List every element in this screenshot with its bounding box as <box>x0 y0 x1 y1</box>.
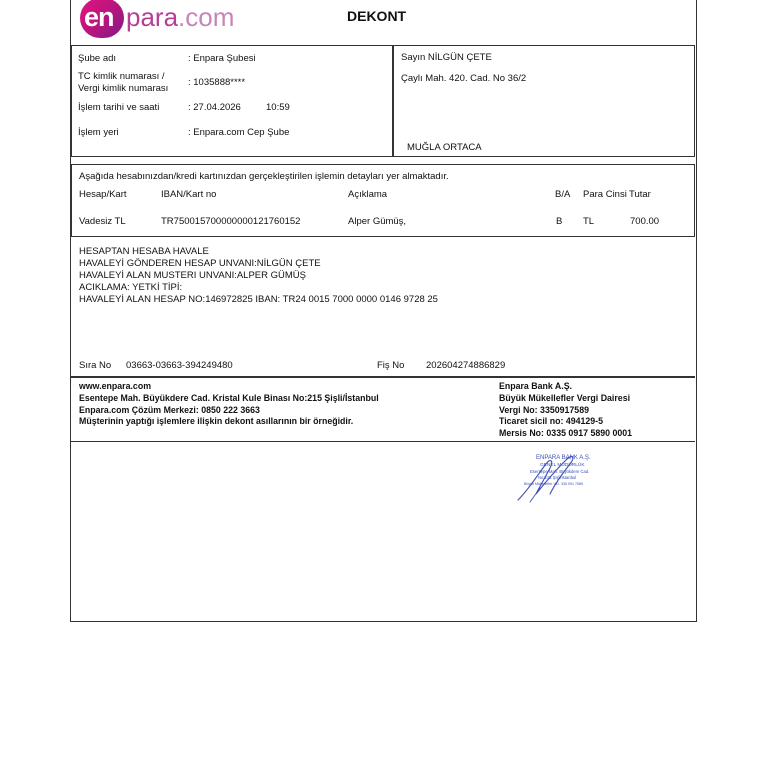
stamp-signature <box>510 444 620 506</box>
tc-value: : 1035888**** <box>188 77 246 88</box>
place-value: : Enpara.com Cep Şube <box>188 127 290 138</box>
recipient-address: Çaylı Mah. 420. Cad. No 36/2 <box>401 73 527 84</box>
recipient-city: MUĞLA ORTACA <box>407 142 482 153</box>
footer-note: Müşterinin yaptığı işlemlere ilişkin dekont asıllarının bir örneğidir. <box>79 416 354 426</box>
row-amount: 700.00 <box>630 216 660 227</box>
footer-phone: Enpara.com Çözüm Merkezi: 0850 222 3663 <box>79 405 260 415</box>
time-value: 10:59 <box>266 102 290 113</box>
footer-bottom-divider <box>71 441 695 442</box>
header-iban: IBAN/Kart no <box>161 189 217 200</box>
sira-value: 03663-03663-394249480 <box>126 360 233 371</box>
footer-website: www.enpara.com <box>79 381 152 391</box>
transaction-intro: Aşağıda hesabınızdan/kredi kartınızdan gerçekleştirilen işlemin detayları yer almaktadır. <box>79 171 449 182</box>
stamp-line-1: ENPARA BANK A.Ş. <box>536 455 591 461</box>
place-label: İşlem yeri <box>78 127 119 138</box>
sira-label: Sıra No <box>79 360 112 371</box>
detail-line-5: HAVALEYİ ALAN HESAP NO:146972825 IBAN: TR24 0015 7000 0000 0146 9728 25 <box>79 294 438 305</box>
fis-label: Fiş No <box>377 360 405 371</box>
stamp-line-3: Esentepe Mah. Büyükdere Cad. <box>530 469 590 474</box>
stamp-line-2: GENEL MÜDÜRLÜK <box>540 463 585 468</box>
footer-mersis: Mersis No: 0335 0917 5890 0001 <box>499 428 633 438</box>
stamp-line-5: Büyük Mükellefler V.D. 335 091 7589 <box>524 482 584 486</box>
footer-top-divider <box>71 376 695 378</box>
footer-address: Esentepe Mah. Büyükdere Cad. Kristal Kule Binası No:215 Şişli/İstanbul <box>79 393 379 403</box>
header-description: Açıklama <box>348 189 388 200</box>
row-description: Alper Gümüş, <box>348 216 407 227</box>
tc-label-line2: Vergi kimlik numarası <box>78 83 169 94</box>
date-label: İşlem tarihi ve saati <box>78 102 160 113</box>
stamp-line-4: No:215 Şişli/İstanbul <box>538 475 577 480</box>
date-value: : 27.04.2026 <box>188 102 241 113</box>
row-currency: TL <box>583 216 595 227</box>
tc-label-line1: TC kimlik numarası / <box>78 71 165 82</box>
detail-line-4: ACIKLAMA: YETKİ TİPİ: <box>79 282 183 293</box>
branch-value: : Enpara Şubesi <box>188 53 256 64</box>
branch-label: Şube adı <box>78 53 117 64</box>
signature-tick <box>530 488 540 502</box>
header-ba: B/A <box>555 189 571 200</box>
row-account: Vadesiz TL <box>79 216 126 227</box>
row-iban: TR750015700000000121760152 <box>161 216 301 227</box>
footer-trade-registry: Ticaret sicil no: 494129-5 <box>499 416 603 426</box>
row-ba: B <box>556 216 563 227</box>
header-amount: Tutar <box>629 189 651 200</box>
detail-line-3: HAVALEYİ ALAN MUSTERI UNVANI:ALPER GÜMÜŞ <box>79 270 306 281</box>
detail-line-1: HESAPTAN HESABA HAVALE <box>79 246 209 257</box>
footer-bank-name: Enpara Bank A.Ş. <box>499 381 573 391</box>
header-currency: Para Cinsi <box>583 189 627 200</box>
document-title: DEKONT <box>347 8 407 24</box>
detail-line-2: HAVALEYİ GÖNDEREN HESAP UNVANI:NİLGÜN ÇETE <box>79 258 321 269</box>
fis-value: 202604274886829 <box>426 360 506 371</box>
logo-com-text: .com <box>178 2 235 32</box>
footer-tax-no: Vergi No: 3350917589 <box>499 405 589 415</box>
header-account: Hesap/Kart <box>79 189 127 200</box>
recipient-name: Sayın NİLGÜN ÇETE <box>401 52 492 63</box>
logo-para-text: para <box>126 2 179 32</box>
footer-tax-office: Büyük Mükellefler Vergi Dairesi <box>499 393 631 403</box>
logo-en-text: en <box>84 2 114 32</box>
